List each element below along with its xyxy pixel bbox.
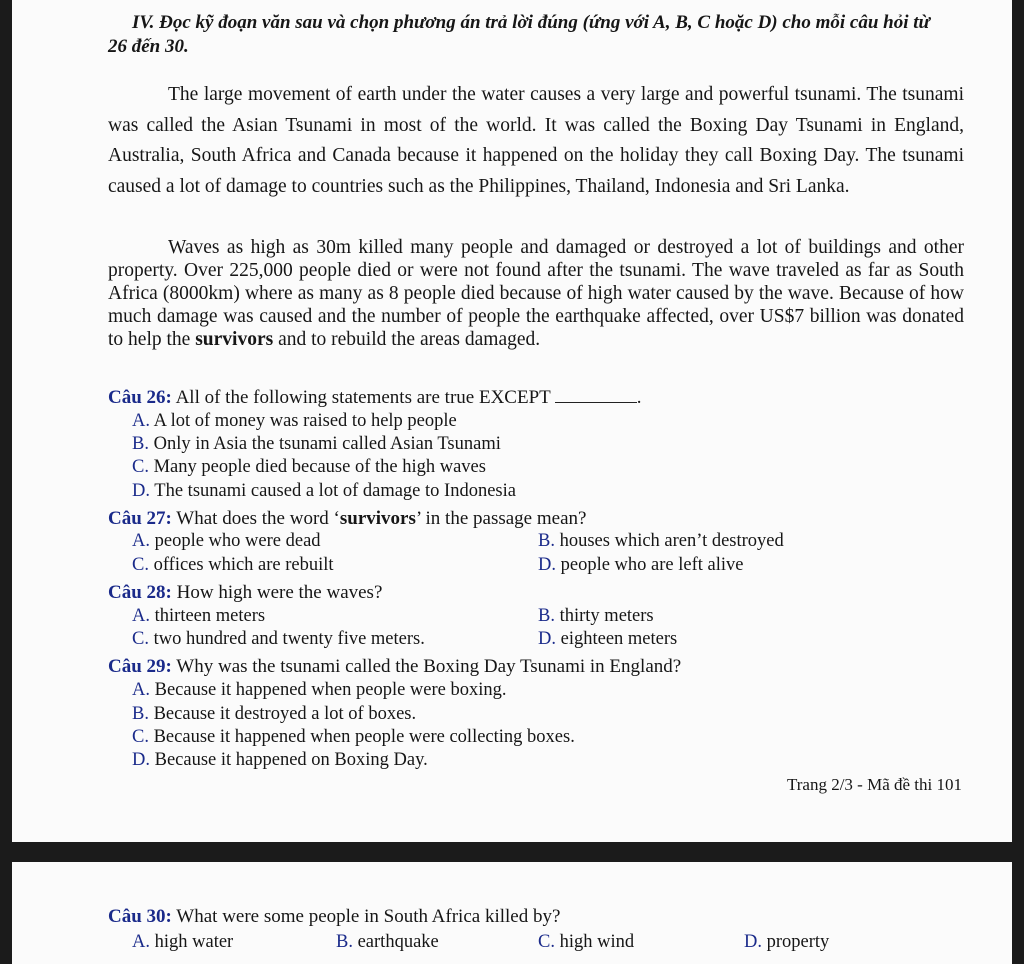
q30-option-b: B. earthquake bbox=[336, 932, 439, 952]
instruction-line-2: 26 đến 30. bbox=[108, 36, 189, 57]
q29-option-c: C. Because it happened when people were collecting boxes. bbox=[132, 727, 575, 747]
passage-paragraph-1: The large movement of earth under the water causes a very large and powerful tsunami. The tsunami was called the Asian Tsunami in most of the world. It was called the Boxing Day Tsunami in England, Australia, South Africa and Canada because it happened on the holiday they call Boxing Day. The tsunami caused a lot of damage to countries such as the Philippines, Thailand, Indonesia and Sri Lanka. bbox=[108, 84, 964, 197]
q26-option-b: B. Only in Asia the tsunami called Asian Tsunami bbox=[132, 434, 501, 454]
exam-page-3 bbox=[12, 862, 1012, 964]
question-29: Câu 29: Why was the tsunami called the Boxing Day Tsunami in England? bbox=[108, 656, 682, 677]
page-footer: Trang 2/3 - Mã đề thi 101 bbox=[786, 775, 962, 794]
question-28: Câu 28: How high were the waves? bbox=[108, 582, 383, 603]
question-30: Câu 30: What were some people in South Africa killed by? bbox=[108, 906, 561, 927]
word-survivors: survivors bbox=[195, 329, 274, 350]
q30-option-c: C. high wind bbox=[538, 932, 635, 952]
q26-option-a: A. A lot of money was raised to help people bbox=[132, 411, 457, 431]
question-27: Câu 27: What does the word ‘survivors’ in the passage mean? bbox=[108, 508, 587, 529]
q28-option-c: C. two hundred and twenty five meters. bbox=[132, 629, 425, 649]
q27-option-a: A. people who were dead bbox=[132, 531, 321, 551]
q27-option-c: C. offices which are rebuilt bbox=[132, 555, 334, 575]
q28-option-a: A. thirteen meters bbox=[132, 606, 266, 626]
passage-paragraph-2: Waves as high as 30m killed many people and damaged or destroyed a lot of buildings and other property. Over 225,000 people died or were not found after the tsunami. The wave traveled as far as South Africa (8000km) where as many as 8 people died because of high water caused by the wave. Because of how much damage was caused and the number of people the earthquake affected, over US$7 billion was donated to help the survivors and to rebuild the areas damaged. bbox=[108, 237, 964, 350]
q30-option-d: D. property bbox=[744, 932, 830, 952]
answer-blank bbox=[555, 402, 637, 403]
q29-option-b: B. Because it destroyed a lot of boxes. bbox=[132, 704, 417, 724]
q27-option-d: D. people who are left alive bbox=[538, 555, 744, 575]
q26-option-d: D. The tsunami caused a lot of damage to Indonesia bbox=[132, 481, 516, 501]
q30-option-a: A. high water bbox=[132, 932, 234, 952]
question-26: Câu 26: All of the following statements are true EXCEPT . bbox=[108, 387, 642, 408]
q28-option-b: B. thirty meters bbox=[538, 606, 654, 626]
q26-option-c: C. Many people died because of the high waves bbox=[132, 457, 486, 477]
q29-option-a: A. Because it happened when people were boxing. bbox=[132, 680, 507, 700]
q29-option-d: D. Because it happened on Boxing Day. bbox=[132, 750, 428, 770]
instruction-line-1: IV. Đọc kỹ đoạn văn sau và chọn phương án trả lời đúng (ứng với A, B, C hoặc D) cho mỗi câu hỏi từ bbox=[132, 12, 930, 33]
q27-option-b: B. houses which aren’t destroyed bbox=[538, 531, 784, 551]
exam-page-2 bbox=[12, 0, 1012, 842]
q28-option-d: D. eighteen meters bbox=[538, 629, 678, 649]
